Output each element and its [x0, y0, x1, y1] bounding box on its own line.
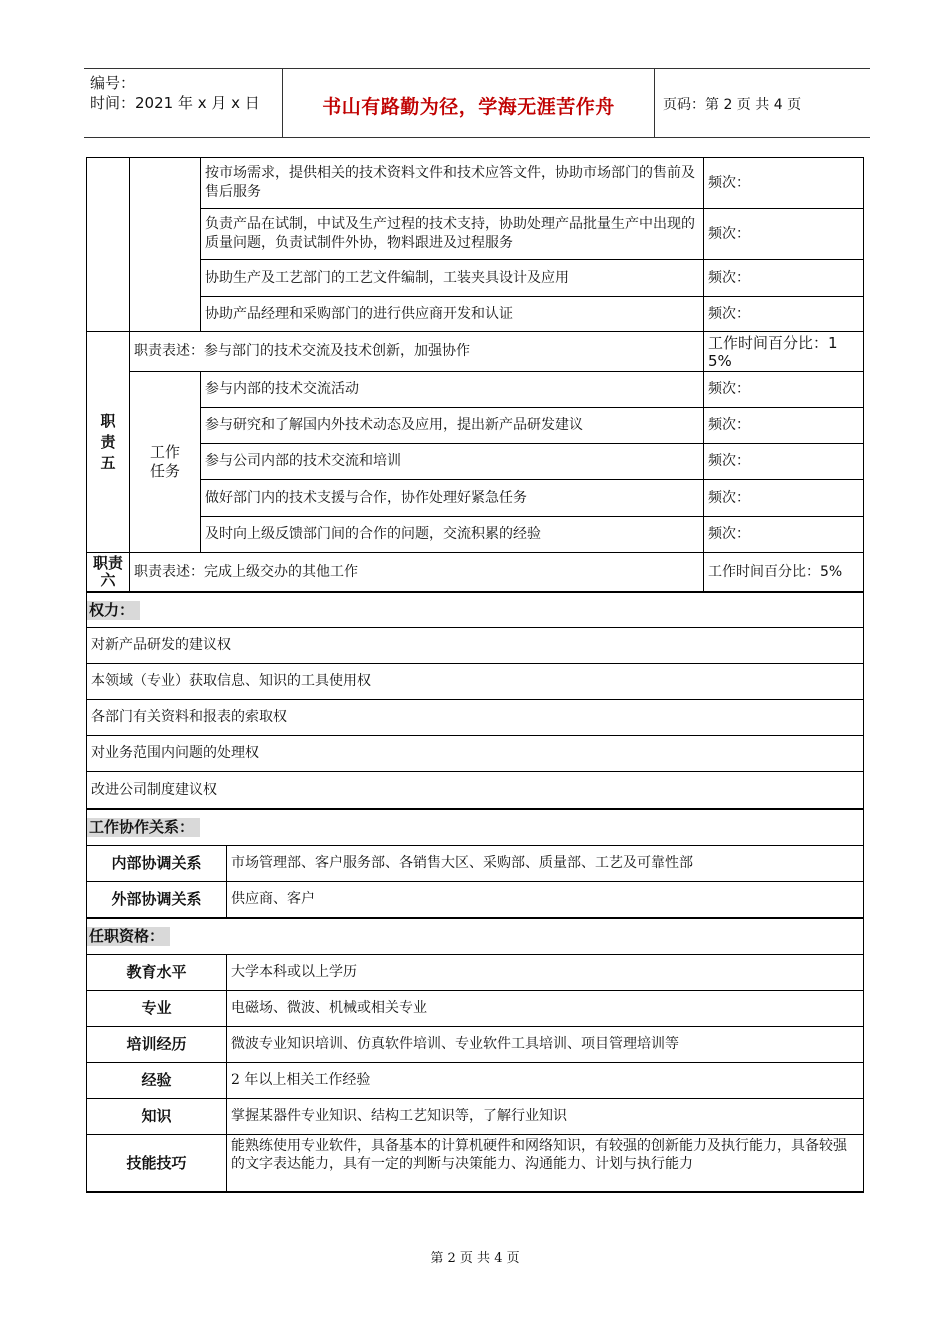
- task-row: [200, 443, 704, 480]
- task-text: 负责产品在试制，中试及生产过程的技术支持，协助处理产品批量生产中出现的质量问题，负责试制件外协，物料跟进及过程服务: [205, 216, 695, 251]
- page-header: [84, 68, 870, 138]
- page-footer: 第 2 页 共 4 页: [430, 1251, 520, 1266]
- task-text: 及时向上级反馈部门间的合作的问题，交流积累的经验: [205, 526, 541, 542]
- duty6-percent: [703, 552, 864, 592]
- doc-number-label: 编号：: [90, 74, 136, 92]
- qual-value-text: 2 年以上相关工作经验: [231, 1072, 371, 1088]
- authority-item: [86, 627, 864, 664]
- coop-value: [226, 881, 864, 918]
- qual-label: 知识: [86, 1098, 227, 1135]
- duty5-percent: [703, 331, 864, 372]
- task-row: [200, 259, 704, 297]
- task-frequency: [703, 371, 864, 408]
- qual-value: [226, 990, 864, 1027]
- coop-value-text: 市场管理部、客户服务部、各销售大区、采购部、质量部、工艺及可靠性部: [231, 855, 693, 871]
- cooperation-title: 工作协作关系：: [87, 818, 200, 837]
- duty4-task-label-cell: [129, 157, 201, 332]
- task-row: [200, 208, 704, 260]
- qual-value: [226, 954, 864, 991]
- header-page-info: 页码：第 2 页 共 4 页: [663, 97, 802, 113]
- qual-label: 专业: [86, 990, 227, 1027]
- qual-value: [226, 1062, 864, 1099]
- task-text: 参与研究和了解国内外技术动态及应用，提出新产品研发建议: [205, 417, 583, 433]
- task-row: [200, 407, 704, 444]
- task-text: 参与公司内部的技术交流和培训: [205, 453, 401, 469]
- qualification-title: 任职资格：: [87, 927, 170, 946]
- qual-label: 培训经历: [86, 1026, 227, 1063]
- header-meta-cell: [84, 69, 283, 137]
- duty6-label: 职责 六: [86, 552, 130, 592]
- duty6-statement-text: 职责表述：完成上级交办的其他工作: [134, 563, 358, 580]
- header-motto-cell: [283, 69, 655, 137]
- duty5-percent-text: 工作时间百分比：15%: [708, 334, 838, 370]
- qual-value-text: 电磁场、微波、机械或相关专业: [231, 1000, 427, 1016]
- authority-item: [86, 735, 864, 772]
- duty5-task-label: 工作 任务: [129, 371, 201, 553]
- coop-label: 内部协调关系: [86, 845, 227, 882]
- authority-item: [86, 663, 864, 700]
- frequency-label: 频次：: [708, 417, 750, 433]
- task-text: 协助生产及工艺部门的工艺文件编制，工装夹具设计及应用: [205, 269, 569, 286]
- frequency-label: 频次：: [708, 225, 750, 242]
- task-frequency: [703, 479, 864, 517]
- authority-section-header: [86, 591, 864, 628]
- authority-item: [86, 771, 864, 809]
- qual-label: 经验: [86, 1062, 227, 1099]
- task-frequency: [703, 516, 864, 553]
- task-frequency: [703, 443, 864, 480]
- task-text: 协助产品经理和采购部门的进行供应商开发和认证: [205, 305, 513, 322]
- task-row: [200, 371, 704, 408]
- header-motto: 书山有路勤为径，学海无涯苦作舟: [322, 96, 615, 118]
- frequency-label: 频次：: [708, 489, 750, 506]
- task-frequency: [703, 407, 864, 444]
- duty5-label: 职 责 五: [86, 331, 130, 553]
- authority-item-text: 对新产品研发的建议权: [91, 637, 231, 653]
- coop-value: [226, 845, 864, 882]
- doc-time-label: 时间：2021 年 x 月 x 日: [90, 94, 260, 112]
- task-text: 做好部门内的技术支援与合作，协作处理好紧急任务: [205, 489, 527, 506]
- authority-title: 权力：: [87, 601, 140, 620]
- frequency-label: 频次：: [708, 453, 750, 469]
- task-frequency: [703, 259, 864, 297]
- duty6-statement: [129, 552, 704, 592]
- qual-value-text: 掌握某器件专业知识、结构工艺知识等，了解行业知识: [231, 1108, 567, 1124]
- authority-item-text: 各部门有关资料和报表的索取权: [91, 709, 287, 725]
- task-row: [200, 479, 704, 517]
- header-page-cell: [655, 69, 870, 137]
- qual-value: [226, 1098, 864, 1135]
- frequency-label: 频次：: [708, 305, 750, 322]
- duty5-statement: [129, 331, 704, 372]
- frequency-label: 频次：: [708, 174, 750, 191]
- task-row: [200, 296, 704, 332]
- qualification-section-header: [86, 917, 864, 955]
- duty4-label-cell: [86, 157, 130, 332]
- duty5-statement-text: 职责表述：参与部门的技术交流及技术创新，加强协作: [134, 343, 470, 359]
- frequency-label: 频次：: [708, 269, 750, 286]
- task-text: 按市场需求，提供相关的技术资料文件和技术应答文件，协助市场部门的售前及售后服务: [205, 165, 695, 200]
- frequency-label: 频次：: [708, 381, 750, 397]
- qual-value: [226, 1134, 864, 1193]
- task-row: [200, 157, 704, 209]
- cooperation-section-header: [86, 808, 864, 846]
- authority-item-text: 对业务范围内问题的处理权: [91, 745, 259, 761]
- coop-label: 外部协调关系: [86, 881, 227, 918]
- authority-item-text: 改进公司制度建议权: [91, 781, 217, 798]
- duty6-percent-text: 工作时间百分比：5%: [708, 563, 843, 580]
- authority-item: [86, 699, 864, 736]
- frequency-label: 频次：: [708, 526, 750, 542]
- qual-value-text: 能熟练使用专业软件，具备基本的计算机硬件和网络知识，有较强的创新能力及执行能力，具备较强的文字表达能力，具有一定的判断与决策能力、沟通能力、计划与执行能力: [231, 1138, 847, 1172]
- qual-label: 技能技巧: [86, 1134, 227, 1193]
- task-text: 参与内部的技术交流活动: [205, 381, 359, 397]
- qual-value: [226, 1026, 864, 1063]
- task-frequency: [703, 157, 864, 209]
- task-row: [200, 516, 704, 553]
- task-frequency: [703, 296, 864, 332]
- task-frequency: [703, 208, 864, 260]
- qual-label: 教育水平: [86, 954, 227, 991]
- qual-value-text: 大学本科或以上学历: [231, 964, 357, 980]
- authority-item-text: 本领域（专业）获取信息、知识的工具使用权: [91, 673, 371, 689]
- qual-value-text: 微波专业知识培训、仿真软件培训、专业软件工具培训、项目管理培训等: [231, 1036, 679, 1052]
- coop-value-text: 供应商、客户: [231, 891, 315, 907]
